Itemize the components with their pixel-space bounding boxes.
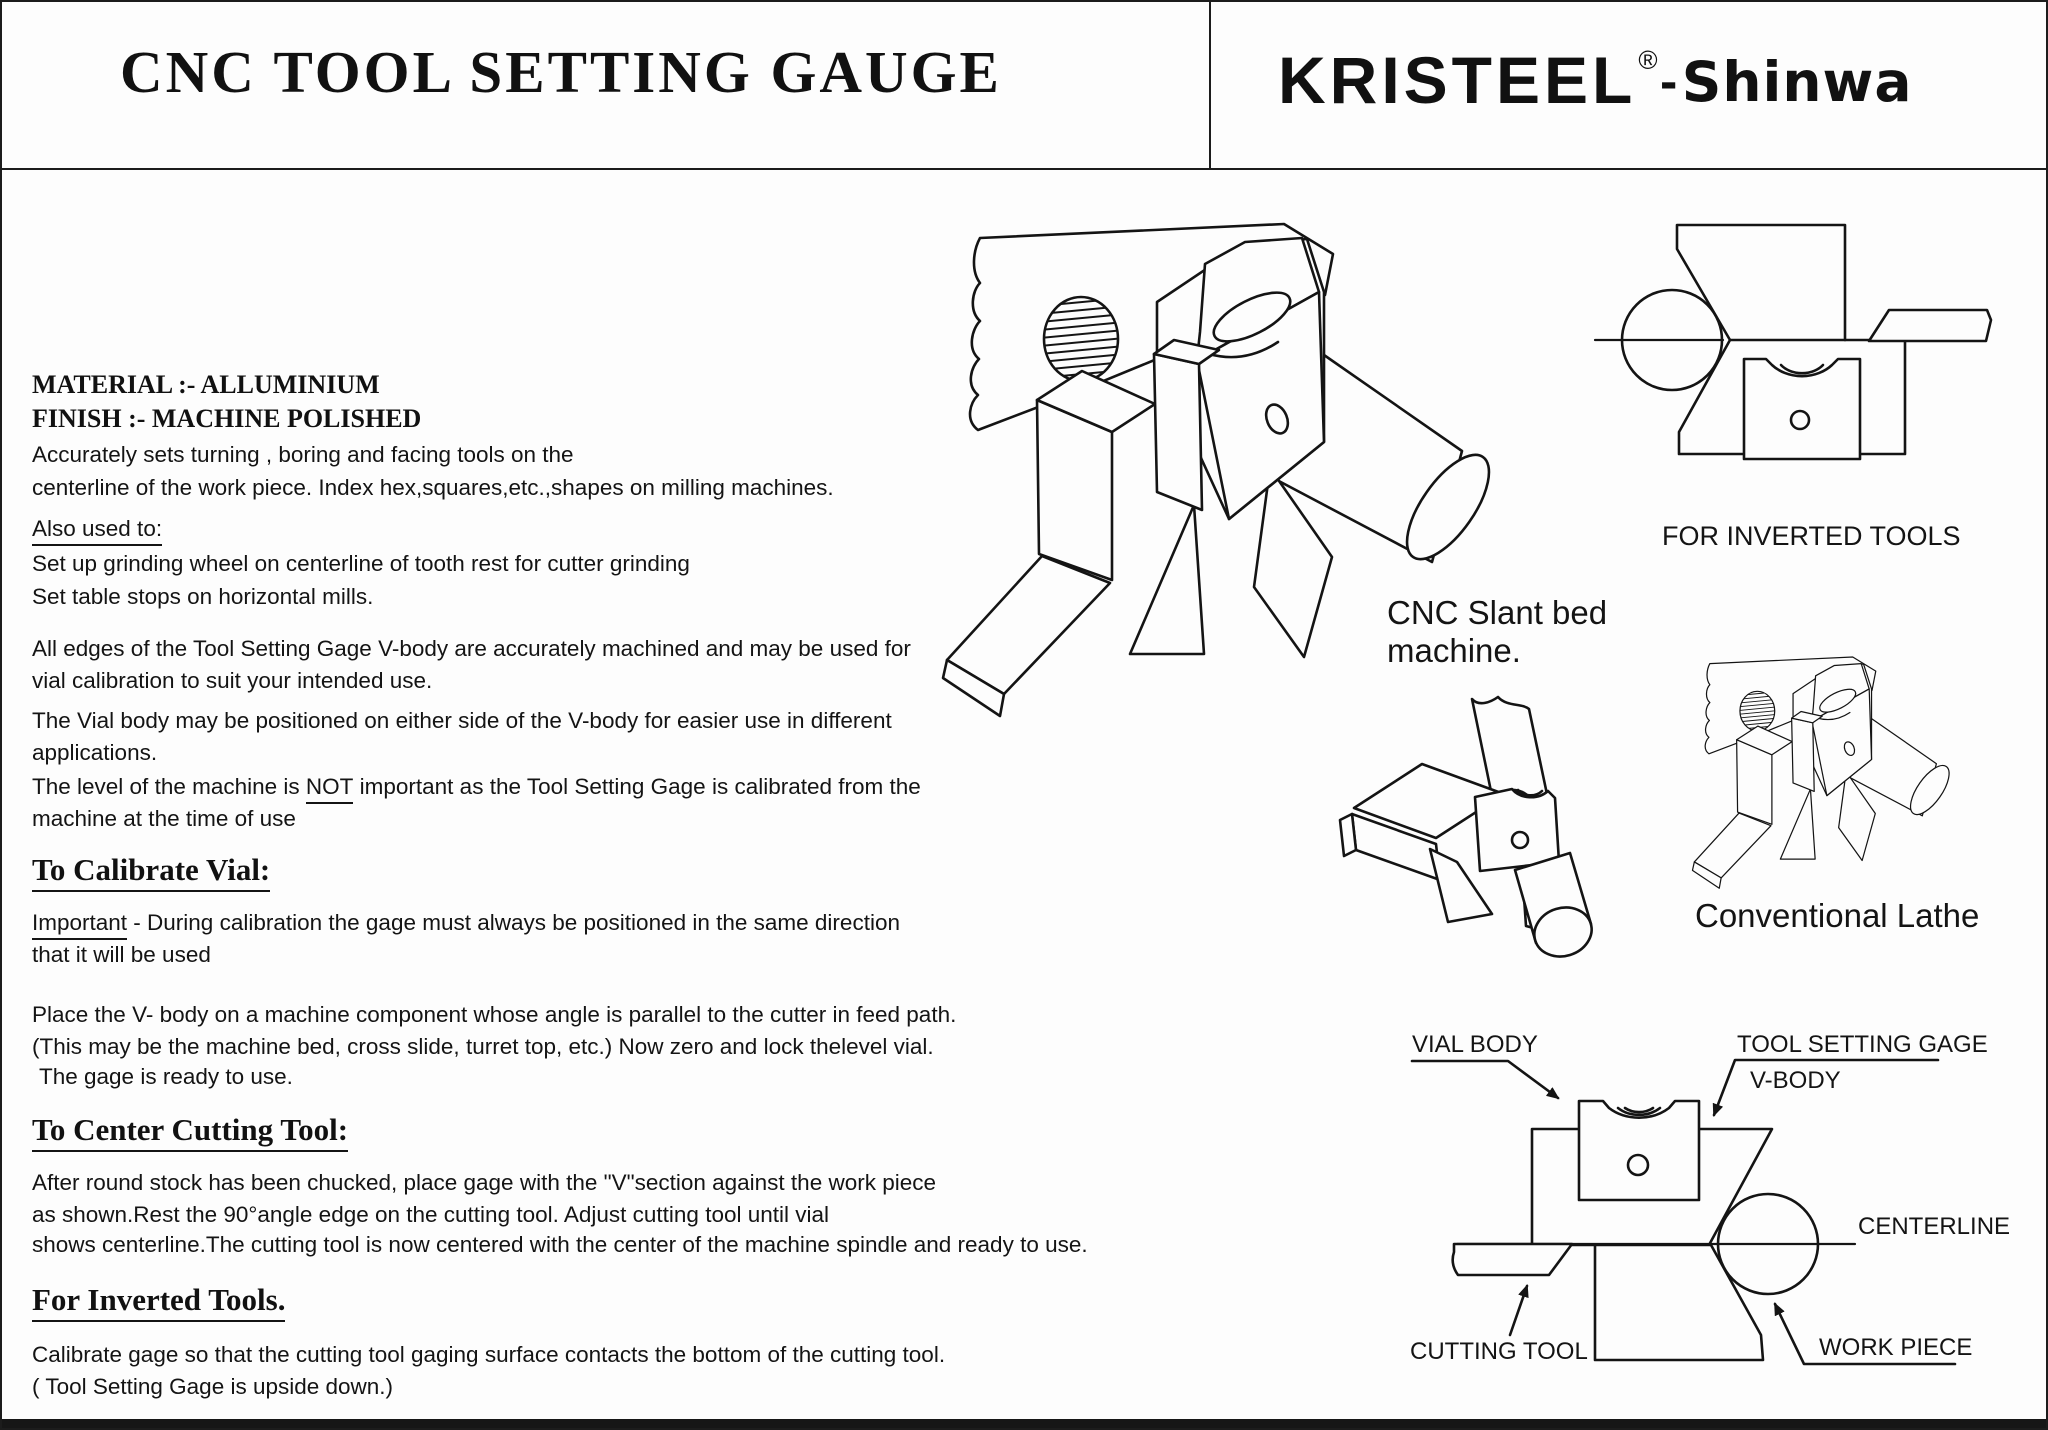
cutting-tool-leader-line — [1510, 1286, 1527, 1335]
front-jaw-shape — [1154, 354, 1202, 510]
v-body-lower-shape — [1595, 1245, 1763, 1360]
body-text-line: ( Tool Setting Gage is upside down.) — [32, 1374, 394, 1399]
body-text-line: (This may be the machine bed, cross slide, turret top, etc.) Now zero and lock thelevel vial. — [32, 1034, 934, 1059]
page-title: CNC TOOL SETTING GAUGE — [120, 39, 1002, 105]
labeled-diagram-figure — [1410, 1031, 2010, 1365]
body-text-line: shows centerline.The cutting tool is now centered with the center of the machine spindle and ready to use. — [32, 1232, 1088, 1257]
cutting-tool-shape — [1453, 1244, 1572, 1275]
brand-logo — [1278, 42, 1912, 118]
body-text-line: Place the V- body on a machine component whose angle is parallel to the cutter in feed path. — [32, 1002, 957, 1027]
vial-block-shape — [1475, 789, 1559, 871]
body-text-line: Accurately sets turning , boring and facing tools on the — [32, 442, 574, 467]
body-text-line: The gage is ready to use. — [39, 1064, 293, 1089]
calibrate-vial-heading: To Calibrate Vial: — [32, 852, 270, 892]
also-used-heading: Also used to: — [32, 516, 162, 546]
body-text-line: Important - During calibration the gage must always be positioned in the same direction — [32, 910, 900, 940]
body-text-line: Calibrate gage so that the cutting tool gaging surface contacts the bottom of the cutting tool. — [32, 1342, 946, 1367]
vial-hole — [1628, 1155, 1648, 1175]
v-body-label: V-BODY — [1750, 1067, 1841, 1094]
body-text-line: The Vial body may be positioned on either side of the V-body for easier use in different — [32, 708, 892, 733]
inverted-tools-figure — [1595, 225, 1991, 459]
vial-body-label: VIAL BODY — [1412, 1031, 1538, 1058]
registered-trademark-icon: ® — [1638, 45, 1658, 75]
inverted-vial-hole — [1791, 411, 1809, 429]
body-text-line: The level of the machine is NOT important as the Tool Setting Gage is calibrated from the — [32, 774, 921, 804]
finish-spec: FINISH :- MACHINE POLISHED — [32, 404, 422, 433]
body-text-line: that it will be used — [32, 942, 211, 967]
vial-bubble-arc — [1625, 1108, 1653, 1112]
body-text-line: After round stock has been chucked, place gage with the "V"section against the work piece — [32, 1170, 937, 1195]
cutting-tool-label: CUTTING TOOL — [1410, 1338, 1588, 1365]
brand-name: KRISTEEL — [1278, 43, 1637, 117]
figures-panel — [932, 167, 2048, 1430]
tool-setting-gage-label: TOOL SETTING GAGE — [1737, 1031, 1988, 1058]
main-figure-caption-line2: machine. — [1387, 632, 1521, 669]
body-text-line: as shown.Rest the 90°angle edge on the cutting tool. Adjust cutting tool until vial — [32, 1202, 830, 1227]
body-text-line: Set table stops on horizontal mills. — [32, 584, 374, 609]
body-text-line: All edges of the Tool Setting Gage V-body are accurately machined and may be used for — [32, 636, 911, 661]
body-text-line: Set up grinding wheel on centerline of tooth rest for cutter grinding — [32, 551, 690, 576]
body-text-line: applications. — [32, 740, 158, 765]
slant-rod-figure — [1340, 697, 1598, 963]
material-spec: MATERIAL :- ALLUMINIUM — [32, 370, 380, 399]
page-bottom-rule — [2, 1419, 2046, 1428]
lathe-figure-caption: Conventional Lathe — [1695, 897, 1980, 934]
brand-dash: - — [1659, 53, 1678, 111]
conventional-lathe-figure — [1692, 657, 1956, 888]
inverted-cutting-tool-shape — [1869, 310, 1991, 341]
centerline-label: CENTERLINE — [1858, 1213, 2011, 1240]
brand-suffix: Shinwa — [1681, 50, 1913, 114]
v-leg-left-shape — [1130, 505, 1204, 654]
vial-hole — [1512, 832, 1528, 848]
shank-bar-end-shape — [1340, 814, 1356, 856]
main-figure-caption-line1: CNC Slant bed — [1387, 594, 1608, 631]
body-text-line: machine at the time of use — [32, 806, 296, 831]
header-divider — [1209, 2, 1211, 168]
center-cutting-tool-heading: To Center Cutting Tool: — [32, 1112, 348, 1152]
vial-body-leader-line — [1412, 1061, 1558, 1098]
body-text-line: vial calibration to suit your intended use. — [32, 668, 433, 693]
body-text-line: centerline of the work piece. Index hex,squares,etc.,shapes on milling machines. — [32, 475, 834, 500]
inverted-figure-caption: FOR INVERTED TOOLS — [1662, 521, 1961, 551]
inverted-tools-heading: For Inverted Tools. — [32, 1282, 285, 1322]
work-piece-label: WORK PIECE — [1819, 1334, 1973, 1361]
